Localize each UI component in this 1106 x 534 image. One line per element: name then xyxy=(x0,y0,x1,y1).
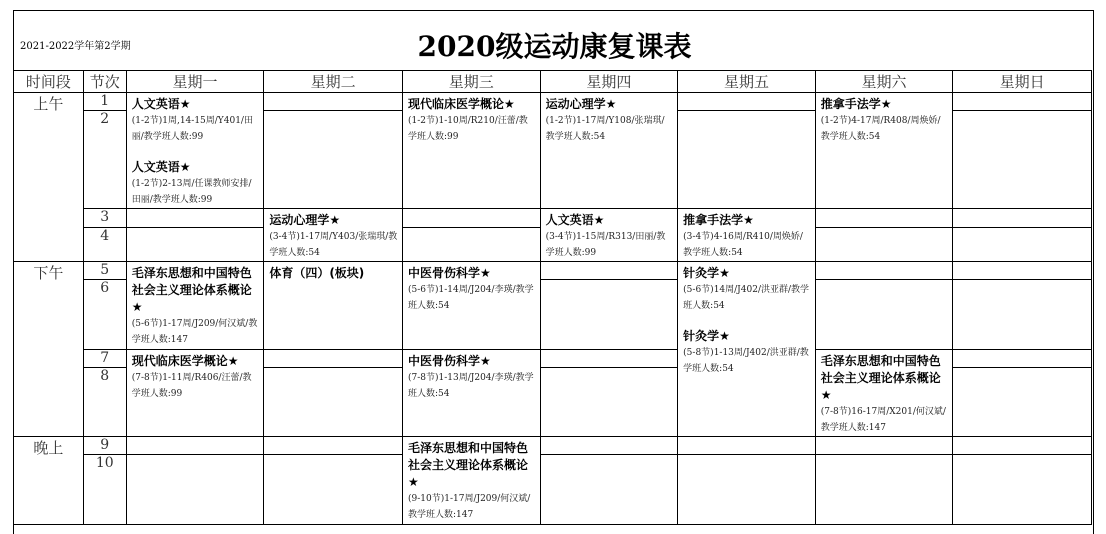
empty-cell xyxy=(126,209,264,228)
course-name: 人文英语★ xyxy=(131,160,191,174)
course-name: 针灸学★ xyxy=(683,266,730,280)
empty-cell xyxy=(953,228,1092,262)
empty-cell xyxy=(264,111,403,209)
empty-cell xyxy=(264,455,403,525)
course-cell-fri-58[interactable] xyxy=(678,262,816,437)
empty-cell xyxy=(540,280,678,350)
slot-row xyxy=(14,437,1092,455)
course-cell-tue-56[interactable] xyxy=(264,262,403,350)
empty-cell xyxy=(953,368,1092,437)
empty-cell xyxy=(678,93,816,111)
page-title: 2020级运动康复课表 xyxy=(417,30,692,63)
course-cell-wed-78[interactable] xyxy=(402,350,540,437)
empty-cell xyxy=(540,455,678,525)
empty-cell xyxy=(126,455,264,525)
slot-row xyxy=(14,455,1092,525)
course-name: 现代临床医学概论★ xyxy=(131,354,239,368)
empty-cell xyxy=(815,437,953,455)
slot-row xyxy=(14,262,1092,280)
empty-cell xyxy=(815,280,953,350)
slot-number: 1 xyxy=(83,93,126,111)
course-info: (1-2节)1-17周/Y108/张瑞琪/教学班人数:54 xyxy=(545,116,665,142)
course-cell-tue-34[interactable] xyxy=(264,209,403,262)
course-info: (1-2节)4-17周/R408/周焕娇/教学班人数:54 xyxy=(820,116,941,142)
empty-cell xyxy=(815,228,953,262)
slot-number: 6 xyxy=(83,280,126,350)
col-header-sunday: 星期日 xyxy=(953,71,1092,93)
course-info: (9-10节)1-17周/J209/何汉斌/教学班人数:147 xyxy=(407,494,531,520)
course-name: 针灸学★ xyxy=(683,329,730,343)
empty-cell xyxy=(126,437,264,455)
course-info: (5-6节)1-17周/J209/何汉斌/教学班人数:147 xyxy=(131,319,258,345)
course-cell-sat-78[interactable] xyxy=(815,350,953,437)
empty-cell xyxy=(815,262,953,280)
empty-cell xyxy=(540,262,678,280)
empty-cell xyxy=(678,455,816,525)
course-name: 推拿手法学★ xyxy=(820,97,892,111)
course-cell-fri-34[interactable] xyxy=(678,209,816,262)
course-cell-mon-78[interactable] xyxy=(126,350,264,437)
course-cell-wed-56[interactable] xyxy=(402,262,540,350)
period-afternoon: 下午 xyxy=(14,262,84,437)
course-info: (5-8节)1-13周/J402/洪亚群/教学班人数:54 xyxy=(683,348,809,374)
course-name: 运动心理学★ xyxy=(545,97,617,111)
course-info: (3-4节)1-17周/Y403/张瑞琪/教学班人数:54 xyxy=(269,232,398,258)
col-header-thursday: 星期四 xyxy=(540,71,678,93)
period-morning: 上午 xyxy=(14,93,84,262)
empty-cell xyxy=(264,93,403,111)
empty-cell xyxy=(540,350,678,368)
course-cell-wed-910[interactable] xyxy=(402,437,540,525)
course-name: 中医骨伤科学★ xyxy=(407,354,491,368)
course-cell-mon-56[interactable] xyxy=(126,262,264,350)
empty-cell xyxy=(953,262,1092,280)
empty-cell xyxy=(953,350,1092,368)
course-cell-thu-34[interactable] xyxy=(540,209,678,262)
empty-cell xyxy=(953,111,1092,209)
course-name: 人文英语★ xyxy=(131,97,191,111)
course-name: 体育（四）(板块) xyxy=(269,266,365,280)
course-name: 毛泽东思想和中国特色社会主义理论体系概论★ xyxy=(131,266,252,314)
slot-number: 7 xyxy=(83,350,126,368)
course-name: 推拿手法学★ xyxy=(683,213,754,227)
empty-cell xyxy=(402,209,540,228)
slot-number: 2 xyxy=(83,111,126,209)
course-info: (7-8节)1-13周/J204/李瑛/教学班人数:54 xyxy=(407,373,534,399)
slot-number: 8 xyxy=(83,368,126,437)
col-header-wednesday: 星期三 xyxy=(402,71,540,93)
course-info: (1-2节)2-13周/任课教师安排/田丽/教学班人数:99 xyxy=(131,179,252,205)
col-header-saturday: 星期六 xyxy=(815,71,953,93)
slot-number: 3 xyxy=(83,209,126,228)
col-header-tuesday: 星期二 xyxy=(264,71,403,93)
course-info: (5-6节)14周/J402/洪亚群/教学班人数:54 xyxy=(683,285,810,311)
col-header-period: 时间段 xyxy=(14,71,84,93)
header-row xyxy=(14,71,1092,93)
course-info: (1-2节)1周,14-15周/Y401/田丽/教学班人数:99 xyxy=(131,116,253,142)
course-name: 毛泽东思想和中国特色社会主义理论体系概论★ xyxy=(820,354,941,402)
empty-cell xyxy=(540,368,678,437)
empty-cell xyxy=(264,350,403,368)
course-name: 现代临床医学概论★ xyxy=(407,97,515,111)
course-info: (7-8节)1-11周/R406/汪蕾/教学班人数:99 xyxy=(131,373,252,399)
slot-number: 10 xyxy=(83,455,126,525)
slot-number: 9 xyxy=(83,437,126,455)
slot-row xyxy=(14,209,1092,228)
course-cell-wed-12[interactable] xyxy=(402,93,540,209)
col-header-monday: 星期一 xyxy=(126,71,264,93)
empty-cell xyxy=(815,455,953,525)
timetable-sheet xyxy=(13,10,1094,534)
slot-row xyxy=(14,93,1092,111)
course-cell-sat-12[interactable] xyxy=(815,93,953,209)
course-info: (3-4节)1-15周/R313/田丽/教学班人数:99 xyxy=(545,232,666,258)
course-cell-thu-12[interactable] xyxy=(540,93,678,209)
empty-cell xyxy=(953,280,1092,350)
course-name: 运动心理学★ xyxy=(269,213,341,227)
slot-number: 4 xyxy=(83,228,126,262)
course-cell-mon-12[interactable] xyxy=(126,93,264,209)
slot-number: 5 xyxy=(83,262,126,280)
empty-cell xyxy=(953,455,1092,525)
empty-cell xyxy=(953,209,1092,228)
empty-cell xyxy=(953,437,1092,455)
course-info: (1-2节)1-10周/R210/汪蕾/教学班人数:99 xyxy=(407,116,528,142)
schedule-table xyxy=(13,70,1092,525)
empty-cell xyxy=(953,93,1092,111)
course-info: (7-8节)16-17周/X201/何汉斌/教学班人数:147 xyxy=(820,407,946,433)
period-evening: 晚上 xyxy=(14,437,84,525)
empty-cell xyxy=(264,368,403,437)
empty-cell xyxy=(126,228,264,262)
course-info: (5-6节)1-14周/J204/李瑛/教学班人数:54 xyxy=(407,285,534,311)
empty-cell xyxy=(264,437,403,455)
col-header-slot: 节次 xyxy=(83,71,126,93)
empty-cell xyxy=(540,437,678,455)
slot-row xyxy=(14,350,1092,368)
course-info: (3-4节)4-16周/R410/周焕娇/教学班人数:54 xyxy=(683,232,803,258)
empty-cell xyxy=(815,209,953,228)
course-name: 毛泽东思想和中国特色社会主义理论体系概论★ xyxy=(407,441,528,489)
empty-cell xyxy=(678,111,816,209)
course-name: 人文英语★ xyxy=(545,213,605,227)
empty-cell xyxy=(678,437,816,455)
term-label: 2021-2022学年第2学期 xyxy=(20,41,131,52)
empty-cell xyxy=(402,228,540,262)
col-header-friday: 星期五 xyxy=(678,71,816,93)
course-name: 中医骨伤科学★ xyxy=(407,266,491,280)
